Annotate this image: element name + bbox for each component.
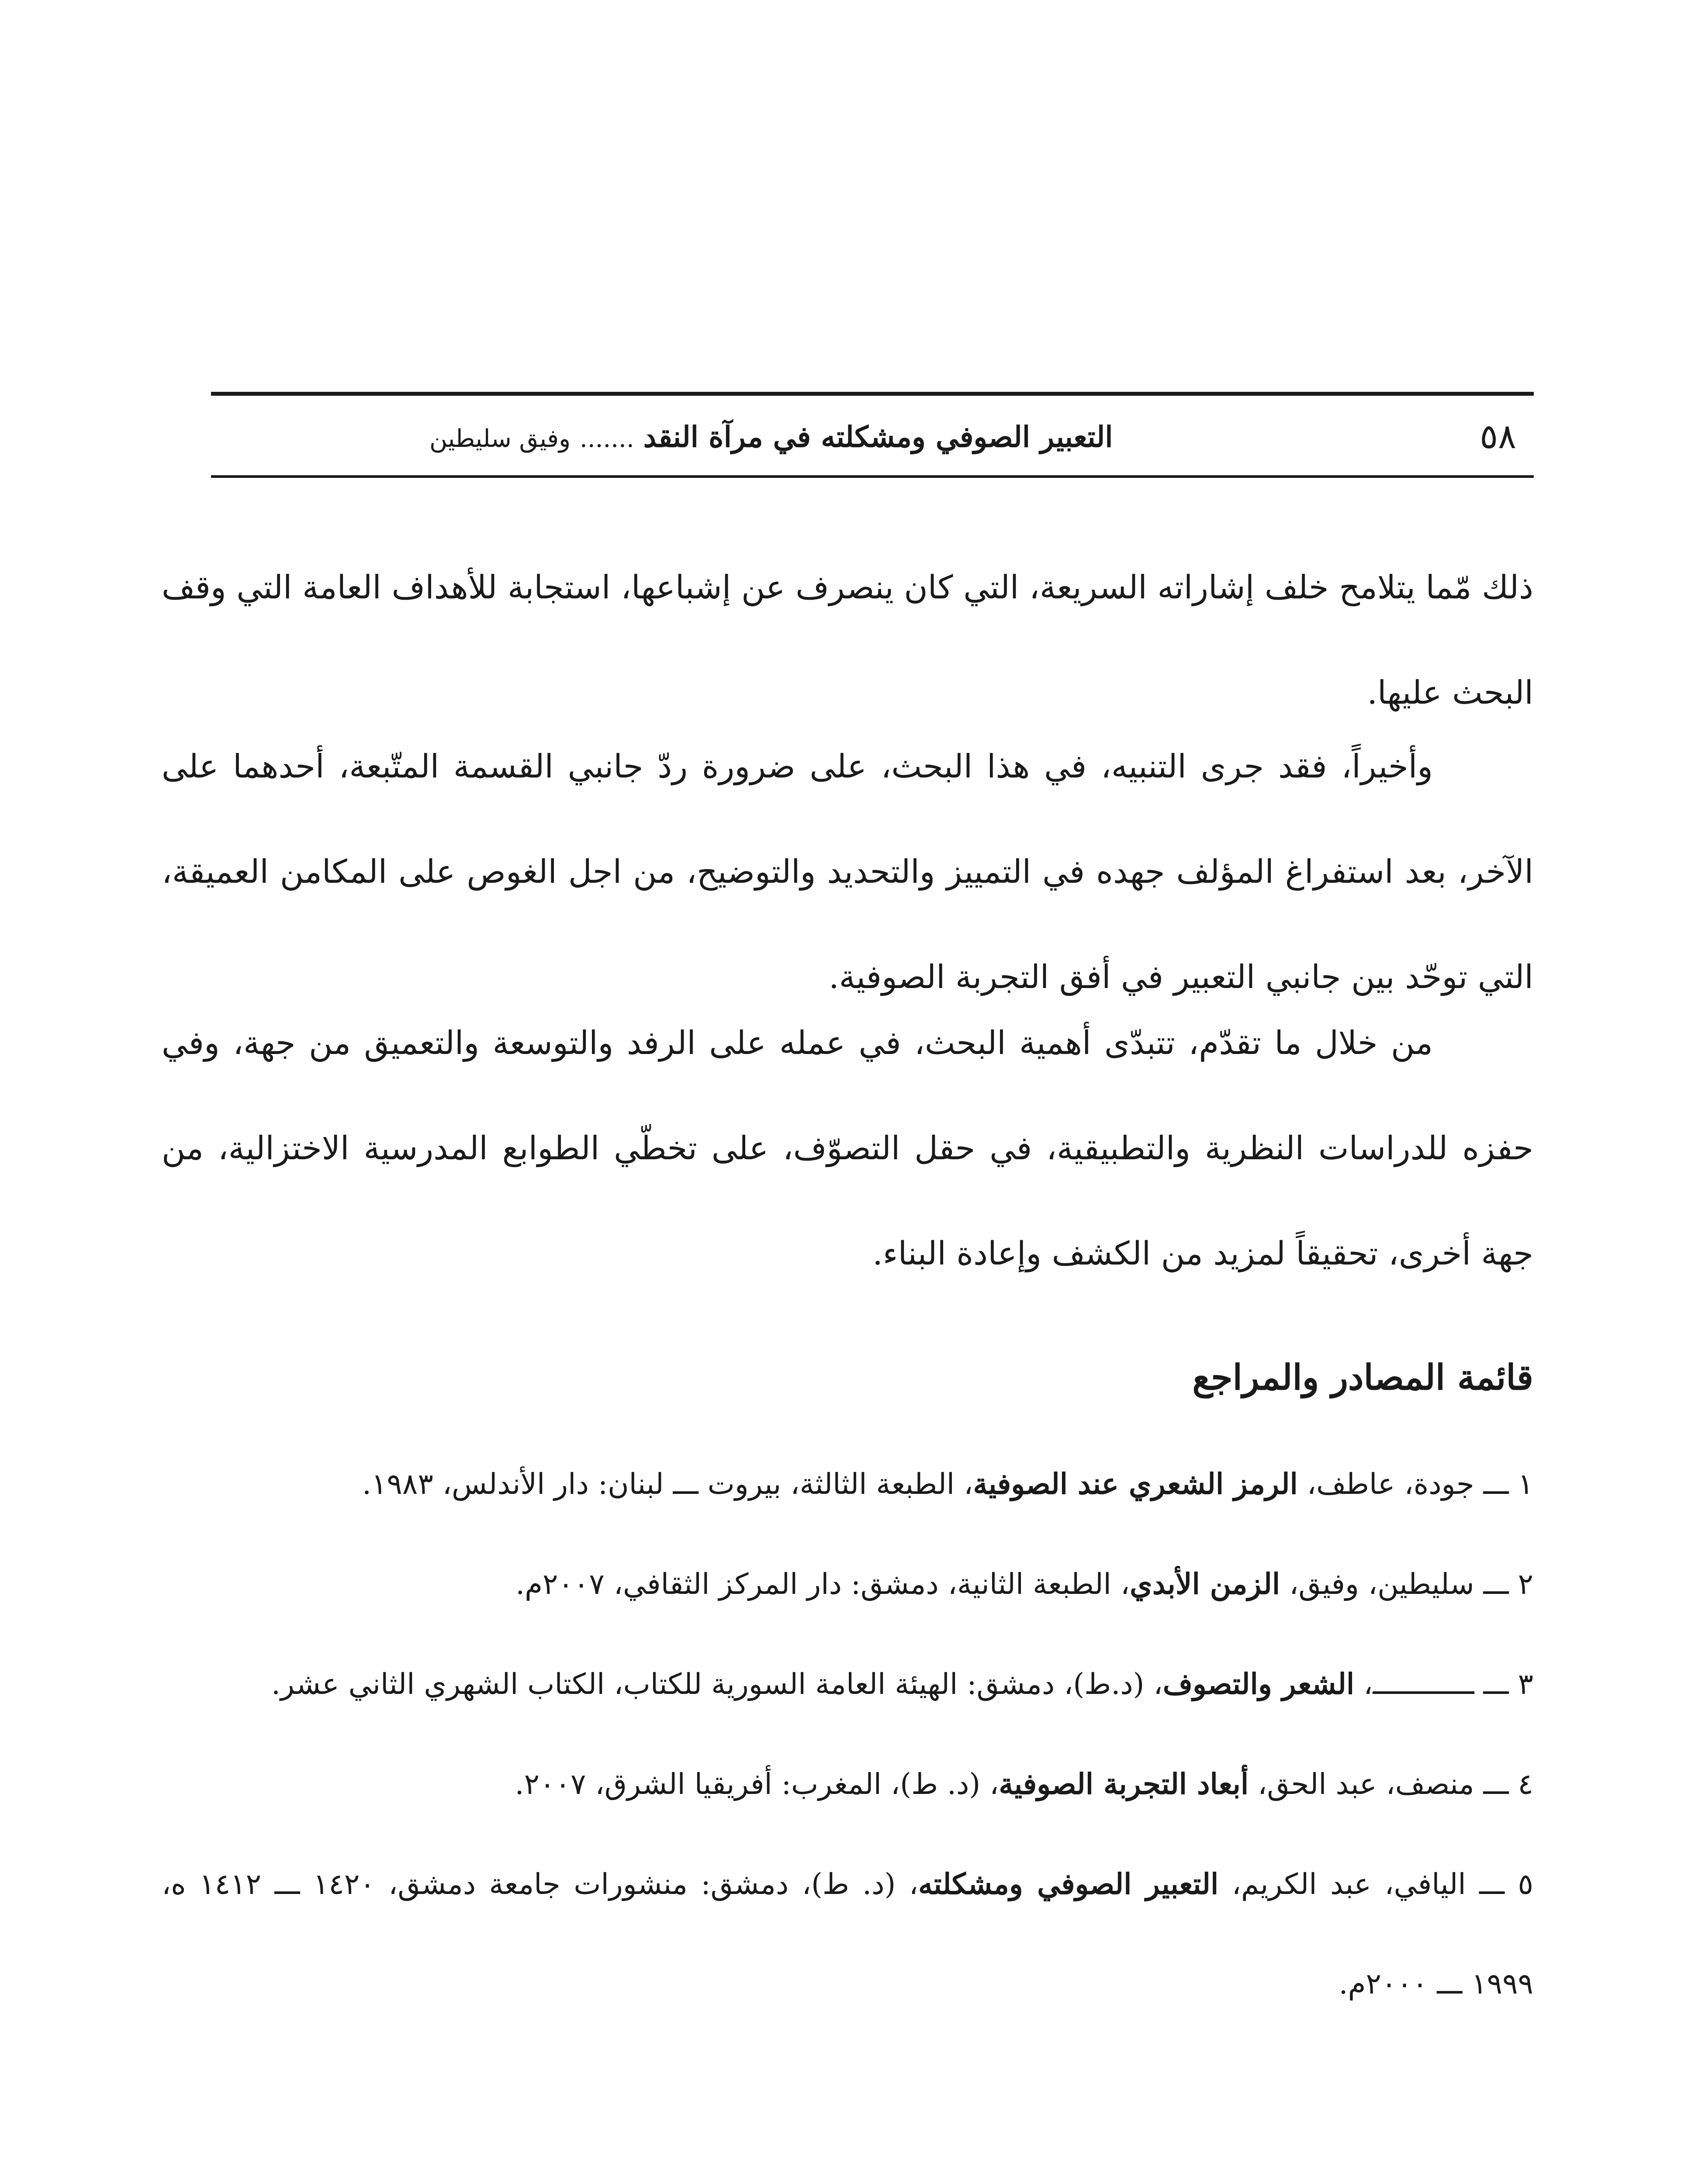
- reference-post: ، (د. ط)، المغرب: أفريقيا الشرق، ٢٠٠٧.: [515, 1767, 999, 1801]
- reference-item: [162, 1534, 1533, 1634]
- reference-post: ، الطبعة الثانية، دمشق: دار المركز الثقافي، ٢٠٠٧م.: [515, 1567, 1130, 1601]
- references-heading: قائمة المصادر والمراجع: [1192, 1357, 1533, 1398]
- header-rule-top: [211, 392, 1534, 396]
- reference-pre: ٥ ـــ اليافي، عبد الكريم،: [1218, 1867, 1533, 1901]
- running-title-dots: .......: [580, 425, 634, 453]
- reference-item: [162, 1634, 1533, 1734]
- header-rule-bottom: [211, 475, 1534, 478]
- body-paragraph-3: [162, 991, 1533, 1306]
- running-title: [429, 415, 1113, 461]
- paragraph-text: من خلال ما تقدّم، تتبدّى أهمية البحث، في عمله على الرفد والتوسعة والتعميق من جهة، وفي حفزه للدراسات النظرية والتطبيقية، في حقل التصوّف، على تخطّي الطوابع المدرسية الاختزالية، من جهة أخرى، تحقيقاً لمزيد من الكشف وإعادة البناء.: [162, 1024, 1533, 1272]
- references-list: [162, 1434, 1533, 2034]
- reference-post: ، (د.ط)، دمشق: الهيئة العامة السورية للكتاب، الكتاب الشهري الثاني عشر.: [271, 1667, 1163, 1701]
- reference-post: ، الطبعة الثالثة، بيروت ـــ لبنان: دار الأندلس، ١٩٨٣.: [362, 1467, 973, 1501]
- reference-post: ، (د. ط)، دمشق: منشورات جامعة دمشق، ١٤٢٠ ـــ ١٤١٢ ه، ١٩٩٩ ـــ ٢٠٠٠م.: [162, 1867, 1533, 2001]
- reference-pre: ٣ ـــ ــــــــــــ،: [1354, 1667, 1533, 1701]
- reference-title: الزمن الأبدي: [1130, 1567, 1280, 1601]
- reference-pre: ٢ ـــ سليطين، وفيق،: [1280, 1567, 1533, 1601]
- reference-title: الرمز الشعري عند الصوفية: [973, 1467, 1298, 1501]
- paragraph-text: وأخيراً، فقد جرى التنبيه، في هذا البحث، على ضرورة ردّ جانبي القسمة المتّبعة، أحدهما على الآخر، بعد استفراغ المؤلف جهده في التمييز والتحديد والتوضيح، من اجل الغوص على المكامن العميقة، التي توحّد بين جانبي التعبير في أفق التجربة الصوفية.: [162, 748, 1533, 996]
- reference-pre: ٤ ـــ منصف، عبد الحق،: [1249, 1767, 1533, 1801]
- reference-title: الشعر والتصوف: [1162, 1667, 1355, 1701]
- page-number: ٥٨: [1480, 417, 1516, 456]
- reference-item: [162, 1434, 1533, 1534]
- running-header: [211, 397, 1534, 474]
- reference-pre: ١ ـــ جودة، عاطف،: [1297, 1467, 1533, 1501]
- reference-title: أبعاد التجربة الصوفية: [999, 1767, 1249, 1801]
- reference-item: [162, 1834, 1533, 2034]
- body-paragraph-2: [162, 714, 1533, 1030]
- running-author: وفيق سليطين: [429, 425, 571, 453]
- running-title-text: التعبير الصوفي ومشكلته في مرآة النقد: [643, 420, 1113, 454]
- paragraph-text: ذلك مّما يتلامح خلف إشاراته السريعة، التي كان ينصرف عن إشباعها، استجابة للأهداف العامة التي وقف البحث عليها.: [162, 569, 1533, 712]
- reference-title: التعبير الصوفي ومشكلته: [918, 1867, 1219, 1901]
- reference-item: [162, 1734, 1533, 1834]
